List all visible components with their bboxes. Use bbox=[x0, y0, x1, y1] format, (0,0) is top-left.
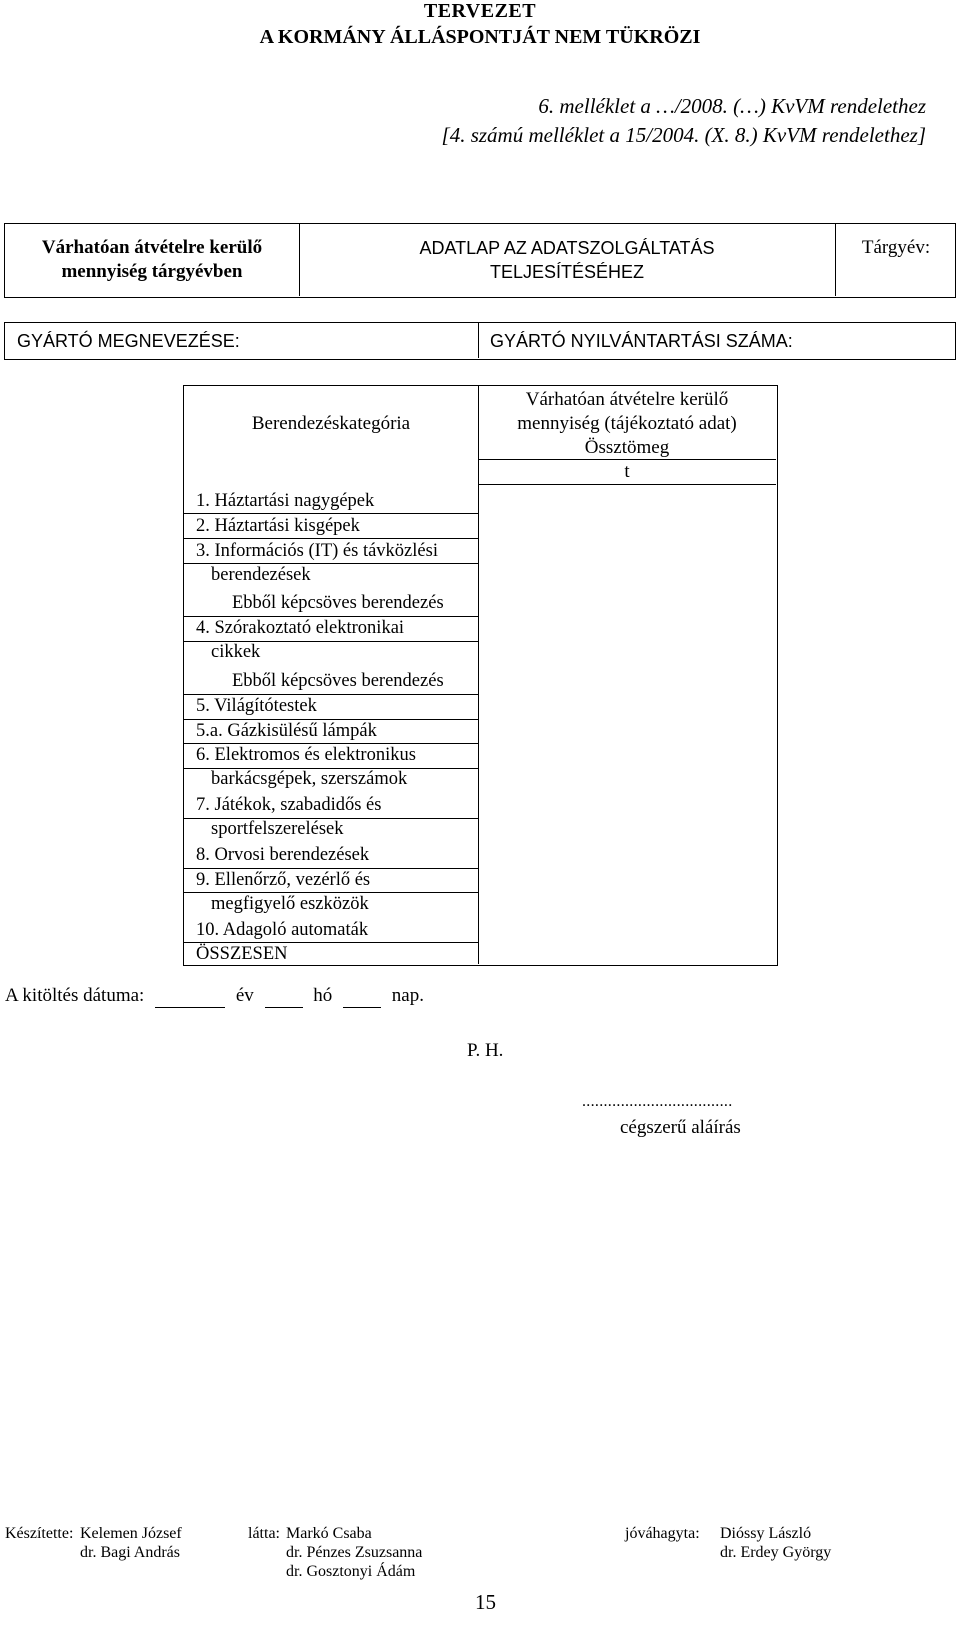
category-row-label-cont: megfigyelő eszközök bbox=[211, 894, 369, 914]
fill-date-month-field[interactable] bbox=[265, 985, 303, 1008]
category-row-label: 5.a. Gázkisülésű lámpák bbox=[196, 721, 377, 741]
category-row bbox=[196, 743, 416, 791]
approved-by-2: dr. Erdey György bbox=[720, 1544, 832, 1561]
quantity-header-line1: Várhatóan átvételre kerülő bbox=[525, 389, 729, 410]
category-row-label: 5. Világítótestek bbox=[196, 696, 317, 716]
seen-by-label: látta: bbox=[248, 1525, 280, 1542]
unit-header: t bbox=[624, 461, 630, 482]
total-row-label: ÖSSZESEN bbox=[196, 944, 288, 964]
category-row-label-cont: cikkek bbox=[211, 642, 261, 662]
category-header: Berendezéskategória bbox=[251, 413, 411, 434]
government-note: A KORMÁNY ÁLLÁSPONTJÁT NEM TÜKRÖZI bbox=[259, 26, 701, 48]
category-table bbox=[183, 385, 778, 966]
category-row-label: 10. Adagoló automaták bbox=[196, 920, 369, 940]
category-row bbox=[196, 616, 404, 664]
category-row bbox=[196, 694, 317, 718]
annex-reference-line2: [4. számú melléklet a 15/2004. (X. 8.) KvVM rendelethez] bbox=[441, 123, 926, 147]
stamp-placeholder: P. H. bbox=[467, 1040, 504, 1061]
category-row-label: Ebből képcsöves berendezés bbox=[232, 671, 444, 691]
category-row-label: 8. Orvosi berendezések bbox=[196, 845, 370, 865]
fill-date-month-label: hó bbox=[313, 985, 333, 1006]
category-row-label: Ebből képcsöves berendezés bbox=[232, 593, 444, 613]
expected-quantity-line1: Várhatóan átvételre kerülő bbox=[41, 237, 263, 258]
form-title-line1: ADATLAP AZ ADATSZOLGÁLTATÁS bbox=[419, 238, 715, 258]
category-row-label: 4. Szórakoztató elektronikai bbox=[196, 618, 405, 638]
producer-table bbox=[4, 322, 956, 360]
annex-reference-line1: 6. melléklet a …/2008. (…) KvVM rendelethez bbox=[538, 94, 926, 118]
form-title-cell bbox=[299, 236, 835, 284]
fill-date-line bbox=[5, 985, 424, 1008]
category-row bbox=[196, 918, 368, 942]
category-row bbox=[196, 868, 370, 916]
draft-title: TERVEZET bbox=[423, 0, 537, 22]
prepared-by-2: dr. Bagi András bbox=[80, 1544, 180, 1561]
category-row bbox=[196, 719, 377, 743]
category-row bbox=[196, 489, 374, 513]
category-row-label-cont: berendezések bbox=[211, 565, 311, 585]
approved-by-label: jóváhagyta: bbox=[625, 1525, 700, 1542]
subject-year-cell: Tárgyév: bbox=[861, 237, 931, 258]
header-table bbox=[4, 223, 956, 298]
approved-by-1: Dióssy László bbox=[720, 1525, 812, 1542]
quantity-header-line2: mennyiség (tájékoztató adat) bbox=[517, 413, 737, 434]
prepared-by-1: Kelemen József bbox=[80, 1525, 182, 1542]
signature-label: cégszerű aláírás bbox=[620, 1117, 741, 1138]
category-subrow bbox=[232, 591, 444, 615]
signature-dots: ................................... bbox=[582, 1093, 733, 1110]
fill-date-day-field[interactable] bbox=[343, 985, 381, 1008]
producer-registration-label: GYÁRTÓ NYILVÁNTARTÁSI SZÁMA: bbox=[490, 331, 793, 351]
category-row bbox=[196, 539, 438, 587]
seen-by-2: dr. Pénzes Zsuzsanna bbox=[286, 1544, 423, 1561]
category-row-label: 3. Információs (IT) és távközlési bbox=[196, 541, 438, 561]
prepared-by-label: Készítette: bbox=[5, 1525, 74, 1542]
category-row bbox=[196, 793, 381, 841]
quantity-header bbox=[478, 388, 776, 436]
category-row-label-cont: sportfelszerelések bbox=[211, 819, 344, 839]
seen-by-3: dr. Gosztonyi Ádám bbox=[286, 1563, 416, 1580]
expected-quantity-cell bbox=[5, 236, 299, 284]
category-row-label: 1. Háztartási nagygépek bbox=[196, 491, 375, 511]
page-number: 15 bbox=[475, 1590, 496, 1614]
category-row-label-cont: barkácsgépek, szerszámok bbox=[211, 769, 408, 789]
category-row-label: 6. Elektromos és elektronikus bbox=[196, 745, 416, 765]
form-title-line2: TELJESÍTÉSÉHEZ bbox=[489, 262, 645, 282]
total-row bbox=[196, 942, 288, 966]
expected-quantity-line2: mennyiség tárgyévben bbox=[61, 261, 243, 282]
category-subrow bbox=[232, 669, 444, 693]
category-row-label: 9. Ellenőrző, vezérlő és bbox=[196, 870, 371, 890]
fill-date-year-field[interactable] bbox=[155, 985, 225, 1008]
fill-date-label: A kitöltés dátuma: bbox=[5, 985, 145, 1006]
category-row-label: 2. Háztartási kisgépek bbox=[196, 516, 360, 536]
category-row bbox=[196, 843, 369, 867]
category-row-label: 7. Játékok, szabadidős és bbox=[196, 795, 382, 815]
seen-by-1: Markó Csaba bbox=[286, 1525, 372, 1542]
fill-date-day-label: nap. bbox=[391, 985, 424, 1006]
total-weight-header: Össztömeg bbox=[584, 437, 670, 458]
producer-name-label: GYÁRTÓ MEGNEVEZÉSE: bbox=[17, 331, 240, 351]
fill-date-year-label: év bbox=[235, 985, 254, 1006]
category-row bbox=[196, 514, 360, 538]
